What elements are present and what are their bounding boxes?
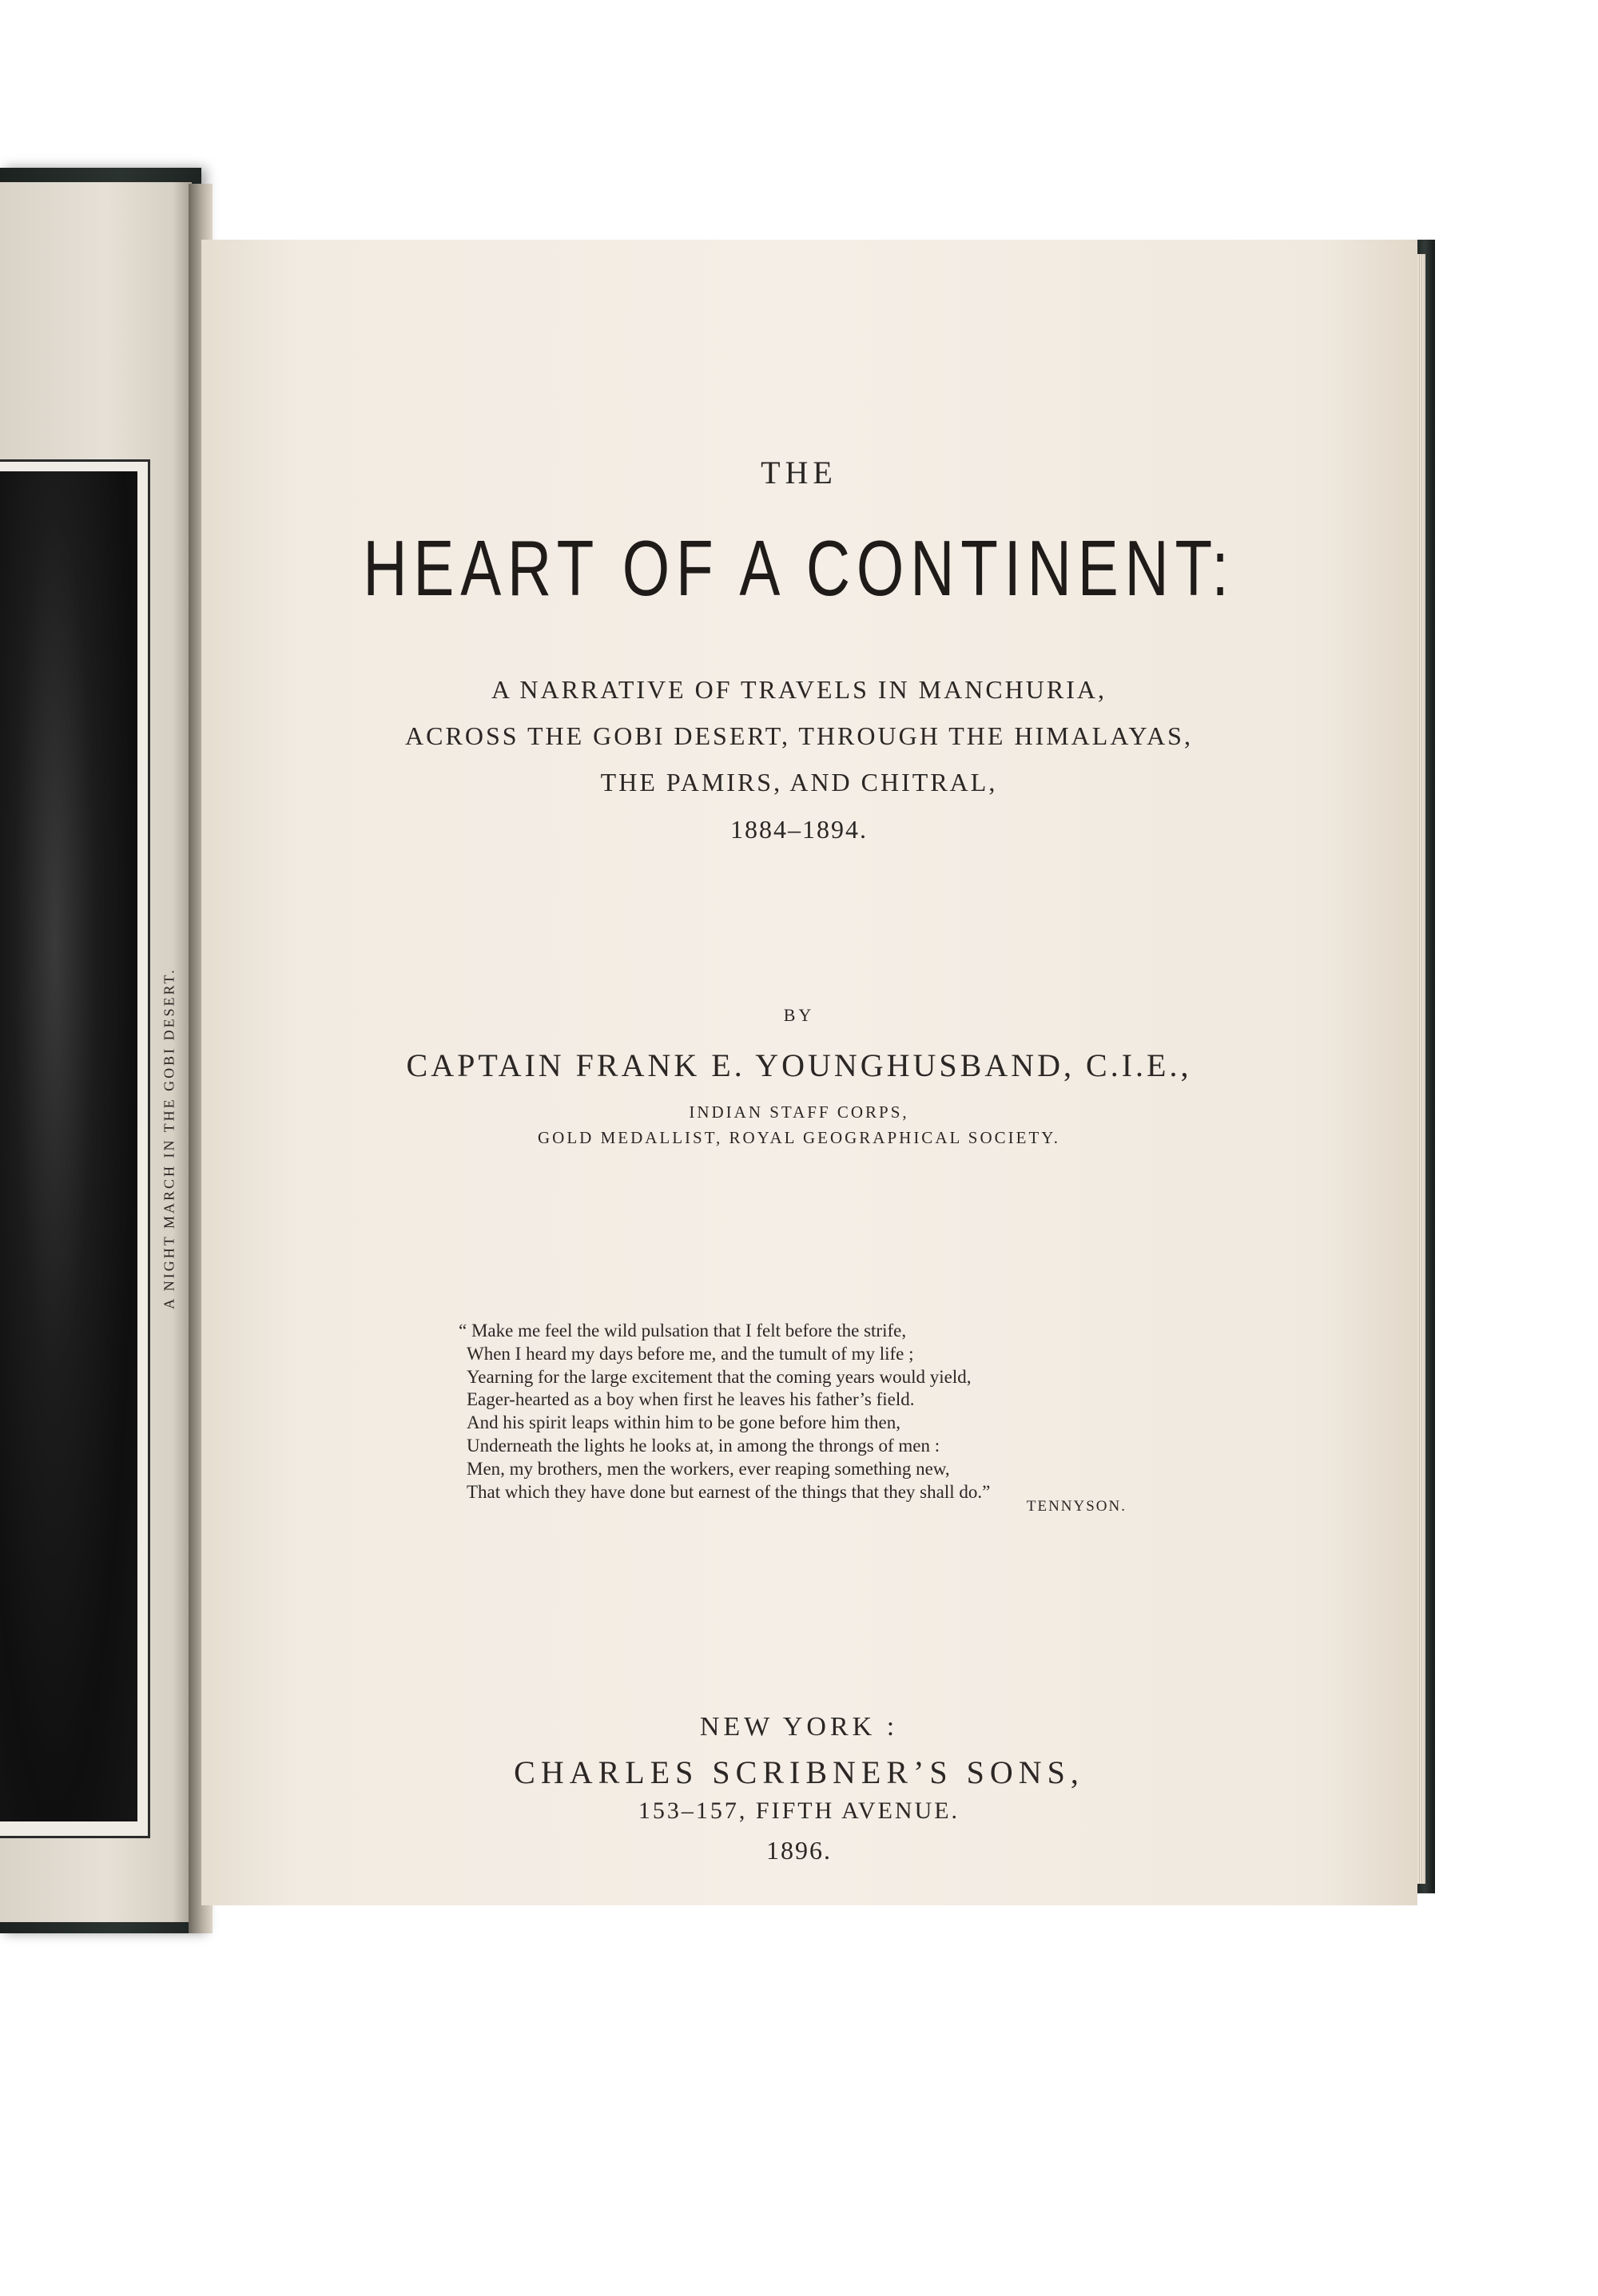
main-title: HEART OF A CONTINENT: xyxy=(363,524,1235,612)
frontispiece-caption: A NIGHT MARCH IN THE GOBI DESERT. xyxy=(161,967,177,1309)
subtitle-line: A NARRATIVE OF TRAVELS IN MANCHURIA, xyxy=(491,675,1107,704)
imprint-address: 153–157, FIFTH AVENUE. xyxy=(638,1797,960,1824)
author-name: CAPTAIN FRANK E. YOUNGHUSBAND, C.I.E., xyxy=(406,1047,1192,1083)
by-label: BY xyxy=(783,1005,815,1025)
author-detail: GOLD MEDALLIST, ROYAL GEOGRAPHICAL SOCIETY. xyxy=(538,1128,1060,1147)
subtitle-line: THE PAMIRS, AND CHITRAL, xyxy=(600,768,998,796)
epigraph-line: Men, my brothers, men the workers, ever reaping something new, xyxy=(467,1458,950,1479)
imprint-year: 1896. xyxy=(766,1836,832,1865)
author-detail: INDIAN STAFF CORPS, xyxy=(689,1102,909,1122)
epigraph-line: Yearning for the large excitement that the coming years would yield, xyxy=(467,1366,972,1387)
imprint-publisher: CHARLES SCRIBNER’S SONS, xyxy=(514,1754,1084,1790)
epigraph-line: When I heard my days before me, and the tumult of my life ; xyxy=(467,1343,914,1364)
imprint-place: NEW YORK : xyxy=(699,1712,899,1742)
subtitle-line: ACROSS THE GOBI DESERT, THROUGH THE HIMALAYAS, xyxy=(405,721,1193,750)
epigraph-line: Underneath the lights he looks at, in among the throngs of men : xyxy=(467,1435,940,1456)
epigraph-line: “ Make me feel the wild pulsation that I felt before the strife, xyxy=(459,1321,907,1341)
epigraph-line: And his spirit leaps within him to be gone before him then, xyxy=(467,1412,900,1433)
epigraph-attribution: TENNYSON. xyxy=(1026,1498,1127,1515)
epigraph-line: Eager-hearted as a boy when first he leaves his father’s field. xyxy=(467,1389,915,1410)
years: 1884–1894. xyxy=(730,815,868,844)
title-the: THE xyxy=(761,455,837,491)
epigraph xyxy=(459,1320,1130,1504)
epigraph-line: That which they have done but earnest of the things that they shall do.” xyxy=(467,1481,991,1502)
